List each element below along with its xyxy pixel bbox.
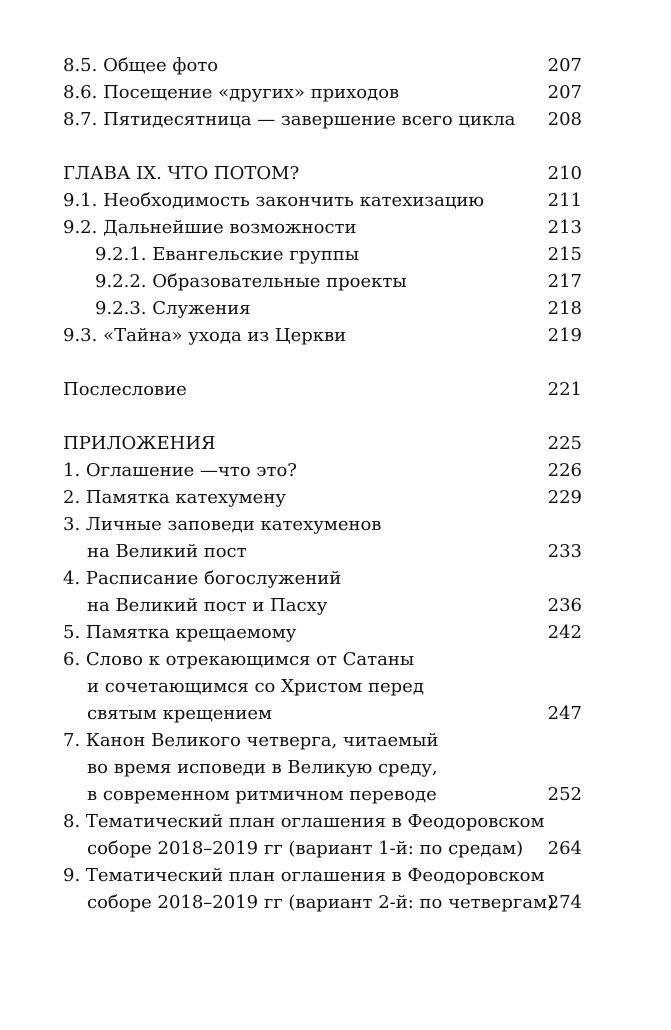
toc-entry-title-continuation: на Великий пост и Пасху xyxy=(87,595,328,616)
toc-entry-title: 8.7. Пятидесятница — завершение всего цикла xyxy=(63,109,516,130)
toc-entry-title: 9.2.2. Образовательные проекты xyxy=(95,271,407,292)
table-of-contents xyxy=(63,52,582,916)
toc-entry-title: 8. Тематический план оглашения в Феодоровском xyxy=(63,811,545,832)
toc-page-number: 236 xyxy=(547,595,582,616)
toc-page-number: 233 xyxy=(547,541,582,562)
toc-entry-title: 7. Канон Великого четверга, читаемый xyxy=(63,730,439,751)
toc-page-number: 217 xyxy=(547,271,582,292)
toc-chapter-9 xyxy=(63,160,582,187)
toc-entry-title-continuation: соборе 2018–2019 гг (вариант 2-й: по четвергам) xyxy=(87,892,555,913)
toc-page-number: 225 xyxy=(547,433,582,454)
toc-entry-8-7 xyxy=(63,106,582,133)
toc-page-number: 215 xyxy=(547,244,582,265)
toc-entry-title: 9.3. «Тайна» ухода из Церкви xyxy=(63,325,347,346)
toc-entry-title: 3. Личные заповеди катехуменов xyxy=(63,514,382,535)
toc-page-number: 242 xyxy=(547,622,582,643)
toc-entry-title: 2. Памятка катехумену xyxy=(63,487,286,508)
toc-entry-title-continuation: святым крещением xyxy=(87,703,273,724)
toc-page-number: 229 xyxy=(547,487,582,508)
toc-appendix-5 xyxy=(63,619,582,646)
toc-appendix-7-line-2 xyxy=(63,754,582,781)
toc-entry-9-2-3 xyxy=(63,295,582,322)
toc-entry-title: 4. Расписание богослужений xyxy=(63,568,342,589)
toc-entry-9-2-1 xyxy=(63,241,582,268)
toc-appendix-9-line-1 xyxy=(63,862,582,889)
toc-chapter-title: ГЛАВА IX. ЧТО ПОТОМ? xyxy=(63,163,300,184)
toc-appendix-8-line-1 xyxy=(63,808,582,835)
toc-page-number: 247 xyxy=(547,703,582,724)
toc-page-number: 226 xyxy=(547,460,582,481)
toc-entry-title-continuation: на Великий пост xyxy=(87,541,247,562)
toc-entry-9-3 xyxy=(63,322,582,349)
toc-appendix-9-line-2 xyxy=(63,889,582,916)
toc-entry-title: 1. Оглашение —что это? xyxy=(63,460,297,481)
toc-appendix-1 xyxy=(63,457,582,484)
toc-entry-8-6 xyxy=(63,79,582,106)
toc-entry-title-continuation: и сочетающимся со Христом перед xyxy=(87,676,424,697)
toc-appendix-3-line-2 xyxy=(63,538,582,565)
toc-appendix-7-line-1 xyxy=(63,727,582,754)
toc-page-number: 221 xyxy=(547,379,582,400)
toc-appendix-6-line-1 xyxy=(63,646,582,673)
toc-page-number: 274 xyxy=(547,892,582,913)
toc-entry-title: 6. Слово к отрекающимся от Сатаны xyxy=(63,649,415,670)
toc-page-number: 211 xyxy=(547,190,582,211)
toc-entry-title: 8.6. Посещение «других» приходов xyxy=(63,82,400,103)
toc-page-number: 264 xyxy=(547,838,582,859)
toc-page-number: 207 xyxy=(547,55,582,76)
toc-appendix-7-line-3 xyxy=(63,781,582,808)
toc-entry-title: 9.1. Необходимость закончить катехизацию xyxy=(63,190,485,211)
toc-page-number: 208 xyxy=(547,109,582,130)
toc-appendix-4-line-2 xyxy=(63,592,582,619)
toc-page-number: 219 xyxy=(547,325,582,346)
toc-appendix-6-line-2 xyxy=(63,673,582,700)
toc-entry-title: 5. Памятка крещаемому xyxy=(63,622,297,643)
toc-entry-title: 9.2. Дальнейшие возможности xyxy=(63,217,357,238)
toc-entry-title: 9.2.1. Евангельские группы xyxy=(95,244,360,265)
toc-entry-title: 9. Тематический план оглашения в Феодоровском xyxy=(63,865,545,886)
toc-entry-title-continuation: соборе 2018–2019 гг (вариант 1-й: по средам) xyxy=(87,838,524,859)
spacer xyxy=(63,349,582,376)
toc-page-number: 207 xyxy=(547,82,582,103)
toc-entry-title: 9.2.3. Служения xyxy=(95,298,251,319)
toc-entry-title: Послесловие xyxy=(63,379,187,400)
toc-entry-9-2 xyxy=(63,214,582,241)
toc-appendix-2 xyxy=(63,484,582,511)
toc-page-number: 252 xyxy=(547,784,582,805)
toc-page-number: 218 xyxy=(547,298,582,319)
toc-appendix-6-line-3 xyxy=(63,700,582,727)
toc-appendix-3-line-1 xyxy=(63,511,582,538)
toc-entry-title-continuation: в современном ритмичном переводе xyxy=(87,784,437,805)
toc-page-number: 210 xyxy=(547,163,582,184)
toc-appendix-8-line-2 xyxy=(63,835,582,862)
toc-afterword xyxy=(63,376,582,403)
toc-entry-title-continuation: во время исповеди в Великую среду, xyxy=(87,757,438,778)
spacer xyxy=(63,403,582,430)
toc-entry-title: 8.5. Общее фото xyxy=(63,55,219,76)
spacer xyxy=(63,133,582,160)
toc-appendices xyxy=(63,430,582,457)
toc-entry-8-5 xyxy=(63,52,582,79)
toc-appendix-4-line-1 xyxy=(63,565,582,592)
toc-chapter-title: ПРИЛОЖЕНИЯ xyxy=(63,433,216,454)
toc-entry-9-1 xyxy=(63,187,582,214)
toc-page-number: 213 xyxy=(547,217,582,238)
toc-entry-9-2-2 xyxy=(63,268,582,295)
